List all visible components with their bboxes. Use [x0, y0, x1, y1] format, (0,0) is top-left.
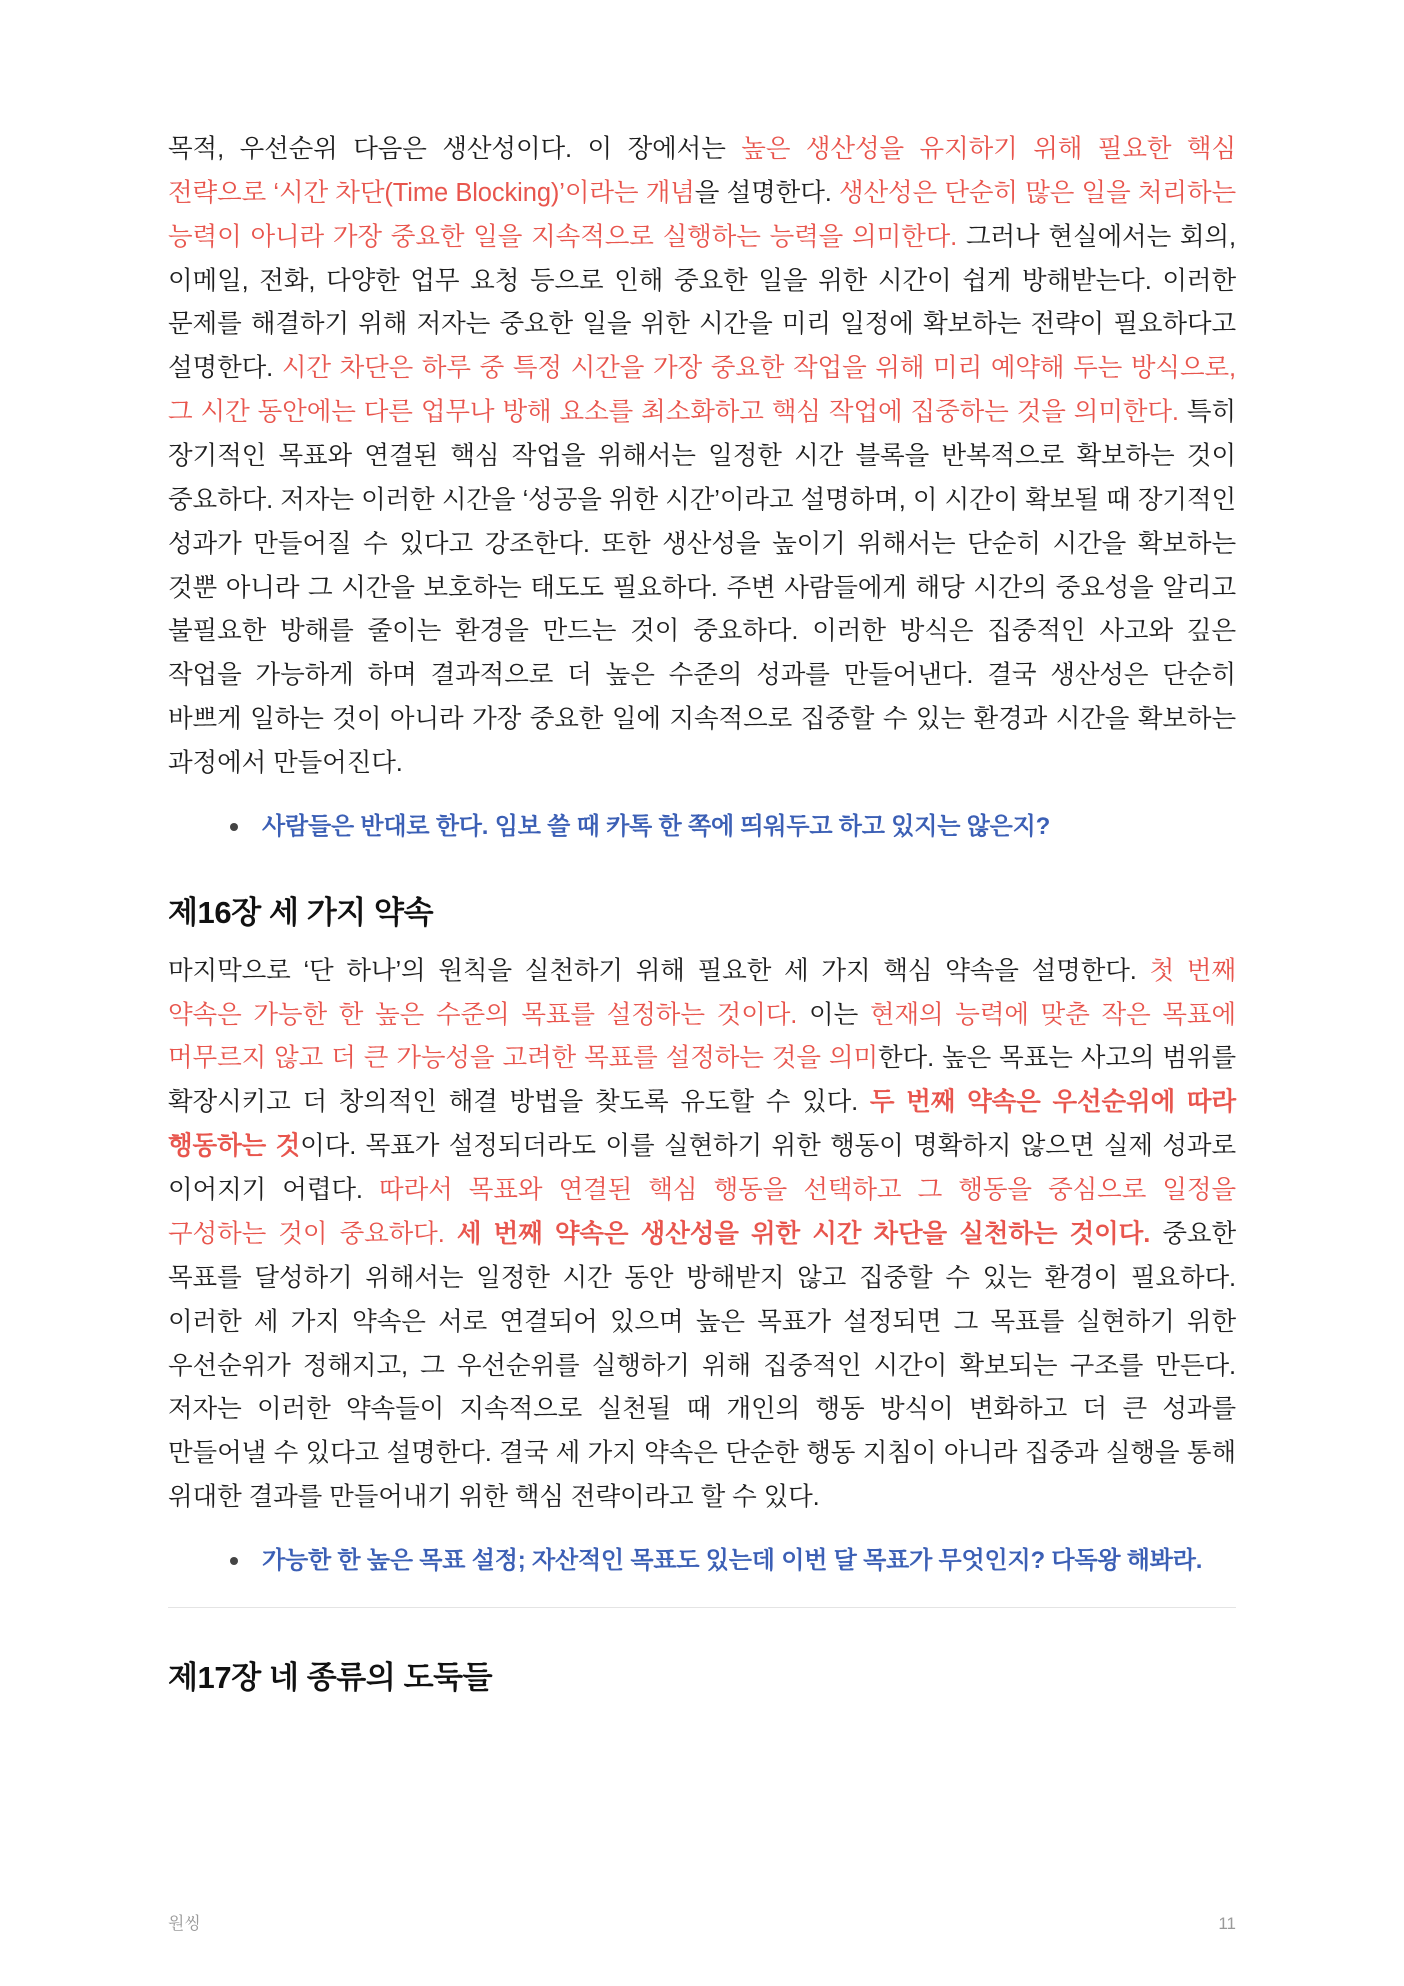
text-run-highlight-strong: 세 번째 약속은 생산성을 위한 시간 차단을 실천하는 것이다. [456, 1219, 1151, 1248]
note-text: 가능한 한 높은 목표 설정; 자산적인 목표도 있는데 이번 달 목표가 무엇인지? 다독왕 해봐라. [262, 1546, 1203, 1574]
text-run-highlight: 높은 생산성을 유지하기 위해 필요한 핵심 전략으로 ‘시간 차단(Time Blocking)’이라는 개념 [168, 135, 1236, 207]
note-text: 사람들은 반대로 한다. 임보 쓸 때 카톡 한 쪽에 띄워두고 하고 있지는 않은지? [262, 812, 1051, 840]
text-run: 그러나 현실에서는 회의, 이메일, 전화, 다양한 업무 요청 등으로 인해 중요한 일을 위한 시간이 쉽게 방해받는다. 이러한 문제를 해결하기 위해 저자는 중요한 일을 위한 시간을 미리 일정에 확보하는 전략이 필요하다고 설명한다. [168, 222, 1236, 383]
text-run-highlight: 시간 차단은 하루 중 특정 시간을 가장 중요한 작업을 위해 미리 예약해 두는 방식으로, 그 시간 동안에는 다른 업무나 방해 요소를 최소화하고 핵심 작업에 집중하는 것을 의미한다. [168, 354, 1236, 427]
text-run: 이는 [797, 1000, 870, 1029]
text-run: 을 설명한다. [694, 178, 839, 207]
text-run-highlight: 따라서 목표와 연결된 핵심 행동을 선택하고 그 행동을 중심으로 일정을 구성하는 것이 중요하다. [168, 1176, 1236, 1248]
text-run: 중요한 목표를 달성하기 위해서는 일정한 시간 동안 방해받지 않고 집중할 수 있는 환경이 필요하다. 이러한 세 가지 약속은 서로 연결되어 있으며 높은 목표가 설정되면 그 목표를 실현하기 위한 우선순위가 정해지고, 그 우선순위를 실행하기 위해 집중적인 시간이 확보되는 구조를 만든다. 저자는 이러한 약속들이 지속적으로 실천될 때 개인의 행동 방식이 변화하고 더 큰 성과를 만들어낼 수 있다고 설명한다. 결국 세 가지 약속은 단순한 행동 지침이 아니라 집중과 실행을 통해 위대한 결과를 만들어내기 위한 핵심 전략이라고 할 수 있다. [168, 1219, 1236, 1512]
text-run-highlight-strong: 두 번째 약속은 우선순위에 따라 행동하는 것 [168, 1088, 1236, 1161]
list-item [224, 1542, 1236, 1581]
section-divider [168, 1607, 1236, 1608]
paragraph-chapter-16 [168, 950, 1236, 1520]
page-number: 11 [1218, 1914, 1236, 1933]
page-footer [168, 1909, 1236, 1934]
text-run-highlight: 생산성은 단순히 많은 일을 처리하는 능력이 아니라 가장 중요한 일을 지속적으로 실행하는 능력을 의미한다. [168, 178, 1237, 251]
note-list-productivity [168, 808, 1236, 847]
chapter-heading-17: 제17장 네 종류의 도둑들 [168, 1659, 493, 1695]
text-run: 특히 장기적인 목표와 연결된 핵심 작업을 위해서는 일정한 시간 블록을 반복적으로 확보하는 것이 중요하다. 저자는 이러한 시간을 ‘성공을 위한 시간’이라고 설명하며, 이 시간이 확보될 때 장기적인 성과가 만들어질 수 있다고 강조한다. 또한 생산성을 높이기 위해서는 단순히 시간을 확보하는 것뿐 아니라 그 시간을 보호하는 태도도 필요하다. 주변 사람들에게 해당 시간의 중요성을 알리고 불필요한 방해를 줄이는 환경을 만드는 것이 중요하다. 이러한 방식은 집중적인 사고와 깊은 작업을 가능하게 하며 결과적으로 더 높은 수준의 성과를 만들어낸다. 결국 생산성은 단순히 바쁘게 일하는 것이 아니라 가장 중요한 일에 지속적으로 집중할 수 있는 환경과 시간을 확보하는 과정에서 만들어진다. [168, 398, 1236, 778]
text-run-highlight: 현재의 능력에 맞춘 작은 목표에 머무르지 않고 더 큰 가능성을 고려한 목표를 설정하는 것을 의미 [168, 1000, 1236, 1073]
paragraph-productivity [168, 128, 1236, 786]
text-run: 목적, 우선순위 다음은 생산성이다. 이 장에서는 [168, 135, 742, 163]
text-run: 마지막으로 ‘단 하나’의 원칙을 실천하기 위해 필요한 세 가지 핵심 약속을 설명한다. [168, 956, 1150, 985]
list-item [224, 808, 1236, 847]
note-list-chapter-16 [168, 1542, 1236, 1581]
chapter-heading-16: 제16장 세 가지 약속 [168, 894, 434, 930]
text-run: 한다. 높은 목표는 사고의 범위를 확장시키고 더 창의적인 해결 방법을 찾도록 유도할 수 있다. [168, 1044, 1236, 1117]
text-run: 이다. 목표가 설정되더라도 이를 실현하기 위한 행동이 명확하지 않으면 실제 성과로 이어지기 어렵다. [168, 1132, 1236, 1205]
footer-book-title: 원씽 [168, 1914, 201, 1933]
text-run-highlight: 첫 번째 약속은 가능한 한 높은 수준의 목표를 설정하는 것이다. [168, 956, 1236, 1029]
